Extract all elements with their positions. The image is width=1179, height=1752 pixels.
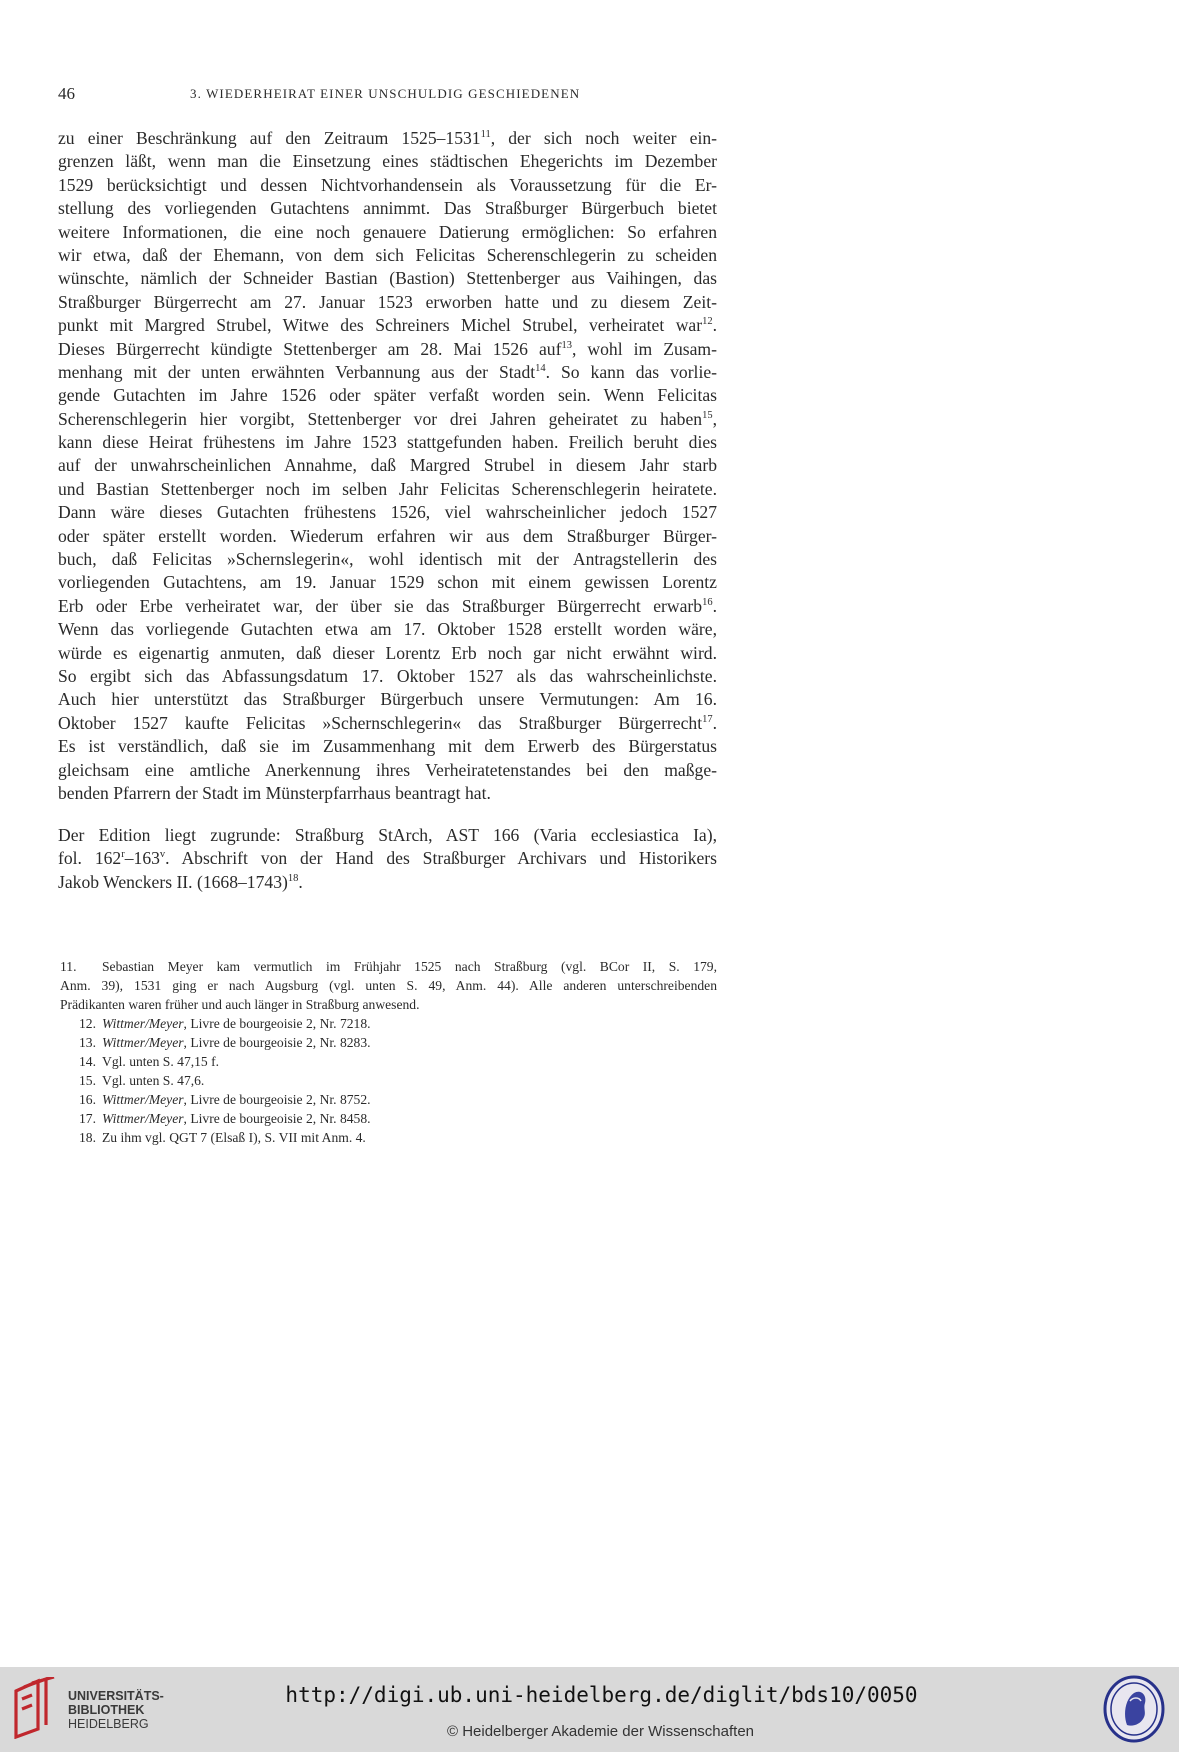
copyright-notice: © Heidelberger Akademie der Wissenschaften — [446, 1723, 755, 1740]
text-line: und Bastian Stettenberger noch im selben Jahr Felicitas Scherenschlegerin heiratete. — [58, 478, 717, 499]
footnote: 11. Sebastian Meyer kam vermutlich im Frühjahr 1525 nach Straßburg (vgl. BCor II, S. 179, Anm. 39), 1531 ging er nach Augsburg (vgl. unten S. 49, Anm. 44). Alle anderen unterschreibenden Prädikanten waren früher und auch länger in Straßburg anwesend. — [60, 959, 717, 1012]
text-line: Oktober 1527 kaufte Felicitas »Schernschlegerin« das Straßburger Bürgerrecht$^{17}$. — [58, 712, 717, 733]
edition-source-paragraph — [58, 824, 717, 894]
text-line: menhang mit der unten erwähnten Verbannung aus der Stadt$^{14}$. So kann das vorlie- — [58, 361, 718, 382]
text-line: punkt mit Margred Strubel, Witwe des Schreiners Michel Strubel, verheiratet war$^{12}$. — [58, 315, 717, 336]
footnote: 16. Wittmer/Meyer, Livre de bourgeoisie 2, Nr. 8752. — [79, 1092, 371, 1107]
text-line: Scherenschlegerin hier vorgibt, Stettenberger vor drei Jahren geheiratet zu haben$^{15}$, — [58, 408, 717, 429]
footnote: 13. Wittmer/Meyer, Livre de bourgeoisie 2, Nr. 8283. — [79, 1035, 371, 1050]
text-line: vorliegenden Gutachtens, am 19. Januar 1529 schon mit einem gewissen Lorentz — [58, 572, 717, 593]
text-line: So ergibt sich das Abfassungsdatum 17. Oktober 1527 als das wahrscheinlichste. — [58, 665, 717, 686]
body-text — [58, 127, 717, 805]
text-line: kann diese Heirat frühestens im Jahre 1523 stattgefunden haben. Freilich beruht dies — [58, 432, 717, 453]
document-url-link[interactable]: http://digi.ub.uni-heidelberg.de/diglit/bds10/0050 — [285, 1683, 918, 1707]
text-line: Jakob Wenckers II. (1668–1743)$^{18}$. — [58, 871, 303, 892]
viewer-footer — [0, 1667, 1179, 1752]
text-line: 1529 berücksichtigt und dessen Nichtvorhandensein als Voraussetzung für die Er- — [58, 174, 717, 195]
footnote: 17. Wittmer/Meyer, Livre de bourgeoisie 2, Nr. 8458. — [79, 1111, 371, 1126]
text-line: Erb oder Erbe verheiratet war, der über sie das Straßburger Bürgerrecht erwarb$^{16}$. — [58, 595, 717, 616]
text-line: auf der unwahrscheinlichen Annahme, daß Margred Strubel in diesem Jahr starb — [58, 455, 717, 476]
text-line: benden Pfarrern der Stadt im Münsterpfarrhaus beantragt hat. — [58, 782, 491, 803]
text-line: gleichsam eine amtliche Anerkennung ihres Verheiratetenstandes bei den maßge- — [58, 759, 717, 780]
text-line: Dann wäre dieses Gutachten frühestens 1526, viel wahrscheinlicher jedoch 1527 — [58, 502, 717, 523]
text-line: weitere Informationen, die eine noch genauere Datierung ermöglichen: So erfahren — [58, 221, 717, 242]
footnotes — [60, 957, 717, 1147]
text-line: oder später erstellt worden. Wiederum erfahren wir aus dem Straßburger Bürger- — [58, 525, 717, 546]
library-name: UNIVERSITÄTS- BIBLIOTHEK HEIDELBERG — [68, 1689, 164, 1731]
text-line: fol. 162$^r$–163$^v$. Abschrift von der Hand des Straßburger Archivars und Historikers — [58, 848, 718, 869]
text-line: stellung des vorliegenden Gutachtens annimmt. Das Straßburger Bürgerbuch bietet — [58, 198, 717, 219]
text-line: Wenn das vorliegende Gutachten etwa am 17. Oktober 1528 erstellt worden wäre, — [58, 619, 717, 640]
text-line: Es ist verständlich, daß sie im Zusammenhang mit dem Erwerb des Bürgerstatus — [58, 736, 717, 757]
footnote: 14. Vgl. unten S. 47,15 f. — [79, 1054, 220, 1069]
text-line: Straßburger Bürgerrecht am 27. Januar 1523 erworben hatte und zu diesem Zeit- — [58, 291, 717, 312]
text-line: grenzen läßt, wenn man die Einsetzung eines städtischen Ehegerichts im Dezember — [58, 151, 717, 172]
text-line: wünschte, nämlich der Schneider Bastian (Bastion) Stettenberger aus Vaihingen, das — [58, 268, 717, 289]
text-line: würde es eigenartig anmuten, daß dieser Lorentz Erb noch gar nicht erwähnt wird. — [58, 642, 717, 663]
text-line: zu einer Beschränkung auf den Zeitraum 1525–1531$^{11}$, der sich noch weiter ein- — [58, 128, 717, 148]
footnote: 18. Zu ihm vgl. QGT 7 (Elsaß I), S. VII mit Anm. 4. — [79, 1130, 366, 1145]
text-line: buch, daß Felicitas »Schernslegerin«, wohl identisch mit der Antragstellerin des — [58, 549, 717, 570]
text-line: Der Edition liegt zugrunde: Straßburg StArch, AST 166 (Varia ecclesiastica Ia), — [58, 825, 717, 845]
footnote: 15. Vgl. unten S. 47,6. — [79, 1073, 205, 1088]
footnote: 12. Wittmer/Meyer, Livre de bourgeoisie 2, Nr. 7218. — [79, 1016, 371, 1031]
text-line: Auch hier unterstützt das Straßburger Bürgerbuch unsere Vermutungen: Am 16. — [58, 689, 717, 710]
academy-seal-icon — [1103, 1675, 1165, 1743]
text-line: wir etwa, daß der Ehemann, von dem sich Felicitas Scherenschlegerin zu scheiden — [58, 244, 717, 265]
text-line: gende Gutachten im Jahre 1526 oder später verfaßt worden sein. Wenn Felicitas — [58, 385, 717, 406]
running-head: 3. WIEDERHEIRAT EINER UNSCHULDIG GESCHIEDENEN — [190, 86, 581, 101]
page-number: 46 — [58, 84, 75, 103]
text-line: Dieses Bürgerrecht kündigte Stettenberger am 28. Mai 1526 auf$^{13}$, wohl im Zusam- — [58, 338, 717, 359]
